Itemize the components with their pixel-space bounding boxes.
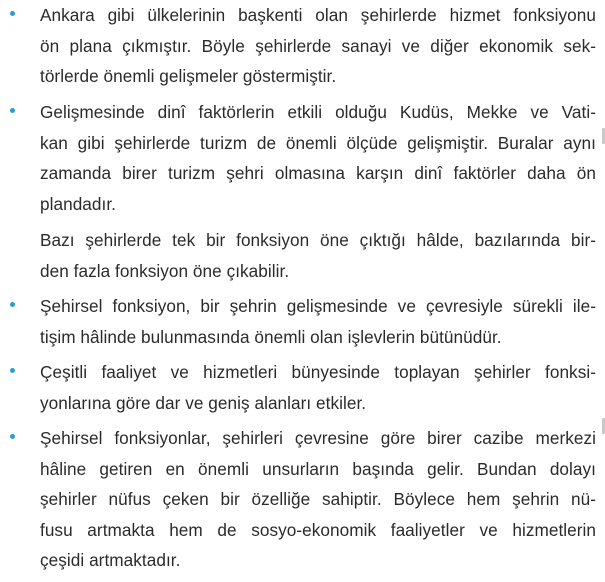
bullet-paragraph-4: [40, 357, 596, 418]
text-line: fusu artmakta hem de sosyo-ekonomik faaliyetler ve hizmetlerin: [40, 519, 596, 540]
text-line: törlerde önemli gelişmeler göstermiştir.: [40, 66, 337, 86]
bullet-paragraph-3: [40, 291, 596, 352]
text-line: Şehirsel fonksiyon, bir şehrin gelişmesinde ve çevresiyle sürekli ile-: [40, 296, 596, 316]
text-line: Çeşitli faaliyet ve hizmetleri bünyesinde toplayan şehirler fonksi-: [40, 362, 596, 382]
text-line: Gelişmesinde dinî faktörlerin etkili olduğu Kudüs, Mekke ve Vati-: [40, 102, 596, 122]
bullet-paragraph-1: [40, 0, 596, 92]
bullet-dot-icon: [10, 108, 15, 113]
bullet-dot-icon: [10, 11, 15, 16]
text-line: zamanda birer turizm şehri olmasına karşın dinî faktörler daha ön: [40, 163, 596, 183]
bullet-dot-icon: [10, 368, 15, 373]
text-line: Bazı şehirlerde tek bir fonksiyon öne çıktığı hâlde, bazılarında bir-: [40, 230, 596, 250]
text-line: şehirler nüfus çeken bir özelliğe sahiptir. Böylece hem şehrin nü-: [40, 489, 596, 509]
bullet-dot-icon: [10, 302, 15, 307]
text-line: yonlarına göre dar ve geniş alanları etkiler.: [40, 392, 367, 413]
text-line: Ankara gibi ülkelerinin başkenti olan şehirlerde hizmet fonksiyonu: [40, 5, 596, 25]
text-line: plandadır.: [40, 193, 116, 214]
text-line: çeşidi artmaktadır.: [40, 550, 181, 570]
bullet-paragraph-2: [40, 97, 596, 219]
text-line: ön plana çıkmıştır. Böyle şehirlerde sanayi ve diğer ekonomik sek-: [40, 35, 596, 56]
text-line: Şehirsel fonksiyonlar, şehirleri çevresine göre birer cazibe merkezi: [40, 428, 596, 448]
text-line: hâline getiren en önemli unsurların başında gelir. Bundan dolayı: [40, 458, 596, 479]
text-line: den fazla fonksiyon öne çıkabilir.: [40, 260, 290, 281]
plain-paragraph: [40, 225, 596, 286]
bullet-dot-icon: [10, 434, 15, 439]
bullet-paragraph-5: [40, 423, 596, 576]
text-line: tişim hâlinde bulunmasında önemli olan işlevlerin bütünüdür.: [40, 326, 502, 347]
text-line: kan gibi şehirlerde turizm de önemli ölçüde gelişmiştir. Buralar aynı: [40, 132, 596, 153]
